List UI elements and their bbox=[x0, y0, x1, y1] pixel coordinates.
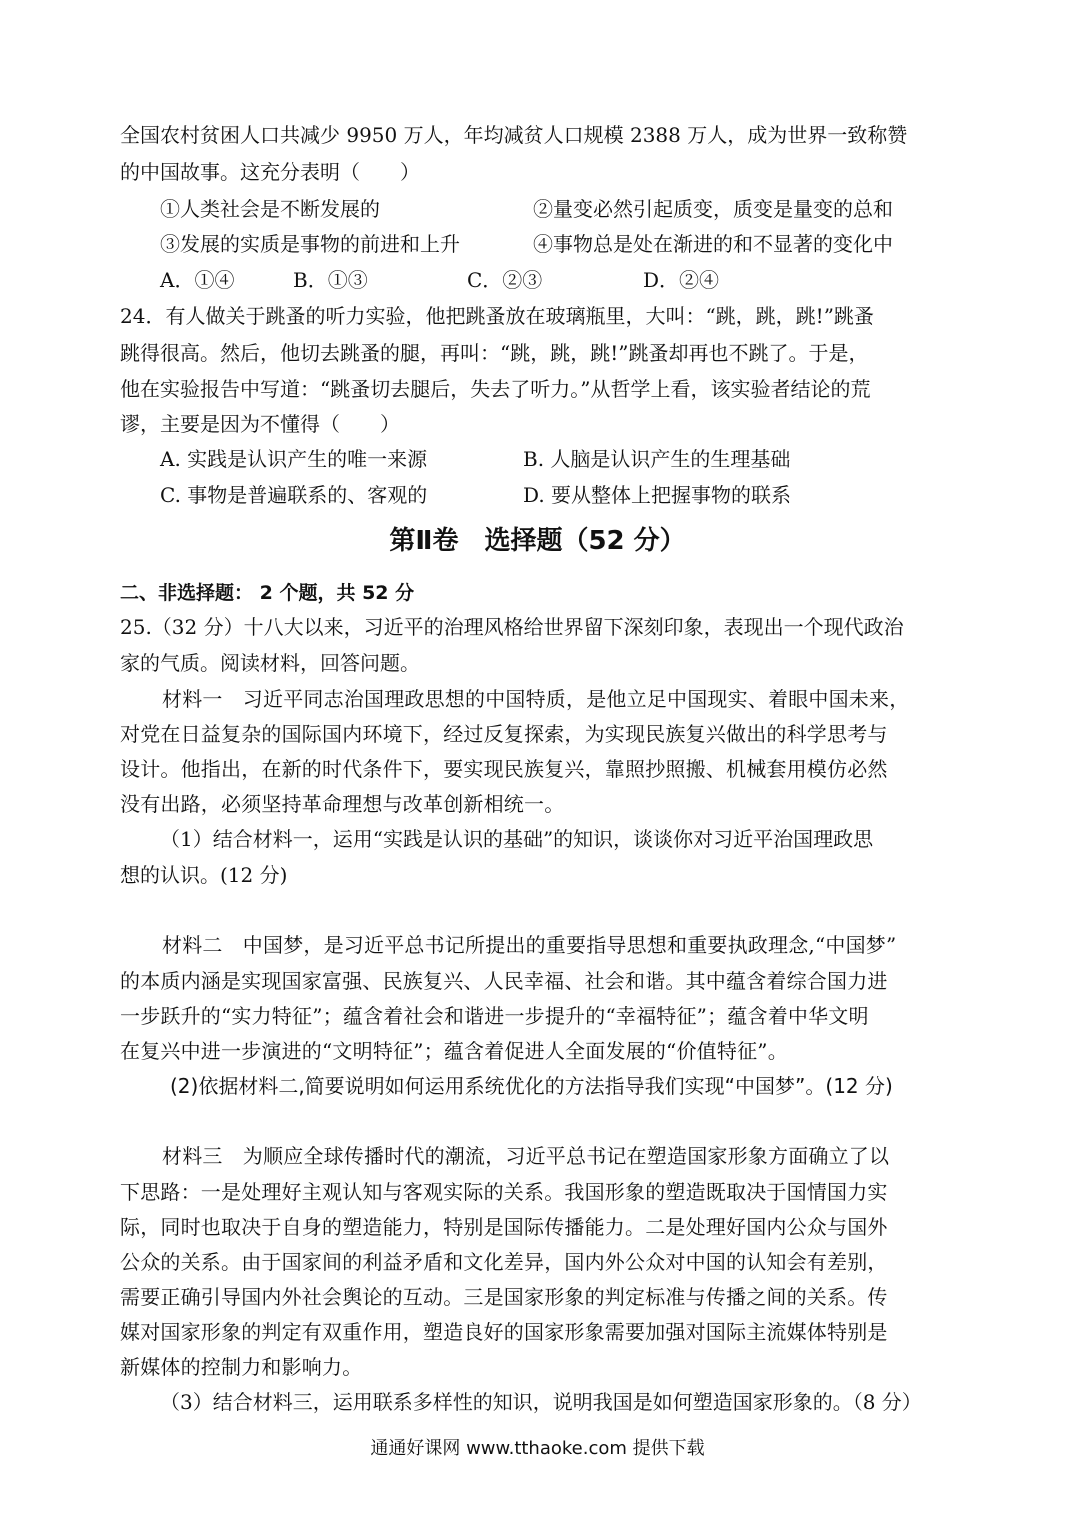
question3: （3）结合材料三，运用联系多样性的知识，说明我国是如何塑造国家形象的。（8 分） bbox=[160, 1390, 922, 1414]
material3-line-4: 公众的关系。由于国家间的利益矛盾和文化差异，国内外公众对中国的认知会有差别， bbox=[120, 1250, 888, 1274]
q23-option-b: B．①③ bbox=[293, 268, 368, 292]
material3-line-5: 需要正确引导国内外社会舆论的互动。三是国家形象的判定标准与传播之间的关系。传 bbox=[120, 1285, 888, 1309]
material1-line-2: 对党在日益复杂的国际国内环境下，经过反复探索，为实现民族复兴做出的科学思考与 bbox=[120, 722, 888, 746]
question1-line-1: （1）结合材料一，运用“实践是认识的基础”的知识，谈谈你对习近平治国理政思 bbox=[160, 827, 874, 851]
q24-option-b: B. 人脑是认识产生的生理基础 bbox=[523, 447, 791, 471]
material1-line-3: 设计。他指出，在新的时代条件下，要实现民族复兴，靠照抄照搬、机械套用模仿必然 bbox=[120, 757, 888, 781]
q24-line-1: 24．有人做关于跳蚤的听力实验，他把跳蚤放在玻璃瓶里，大叫：“跳，跳，跳!”跳蚤 bbox=[120, 304, 874, 328]
q23-option-c: C．②③ bbox=[467, 268, 543, 292]
material3-line-2: 下思路：一是处理好主观认知与客观实际的关系。我国形象的塑造既取决于国情国力实 bbox=[120, 1180, 888, 1204]
q23-statement-2: ②量变必然引起质变，质变是量变的总和 bbox=[533, 197, 893, 221]
section-title: 第Ⅱ卷 选择题（52 分） bbox=[389, 526, 686, 556]
material2-line-2: 的本质内涵是实现国家富强、民族复兴、人民幸福、社会和谐。其中蕴含着综合国力进 bbox=[120, 969, 888, 993]
q24-option-c: C. 事物是普遍联系的、客观的 bbox=[160, 483, 428, 507]
section-subhead: 二、非选择题： 2 个题，共 52 分 bbox=[120, 582, 415, 604]
q23-statement-4: ④事物总是处在渐进的和不显著的变化中 bbox=[533, 232, 893, 256]
q23-statement-1: ①人类社会是不断发展的 bbox=[160, 197, 380, 221]
q23-line-1: 全国农村贫困人口共减少 9950 万人，年均减贫人口规模 2388 万人，成为世界一致称赞 bbox=[120, 123, 908, 147]
q23-option-a: A．①④ bbox=[160, 268, 235, 292]
material2-line-3: 一步跃升的“实力特征”；蕴含着社会和谐进一步提升的“幸福特征”；蕴含着中华文明 bbox=[120, 1004, 869, 1028]
material1-line-1: 材料一 习近平同志治国理政思想的中国特质，是他立足中国现实、着眼中国未来， bbox=[162, 687, 910, 711]
q24-line-4: 谬，主要是因为不懂得（ ） bbox=[120, 412, 400, 436]
footer-source: 通通好课网 www.tthaoke.com 提供下载 bbox=[370, 1438, 705, 1459]
q25-intro-1: 25.（32 分）十八大以来，习近平的治理风格给世界留下深刻印象，表现出一个现代政治 bbox=[120, 615, 904, 639]
material3-line-1: 材料三 为顺应全球传播时代的潮流，习近平总书记在塑造国家形象方面确立了以 bbox=[162, 1144, 890, 1168]
material3-line-6: 媒对国家形象的判定有双重作用，塑造良好的国家形象需要加强对国际主流媒体特别是 bbox=[120, 1320, 888, 1344]
material2-line-4: 在复兴中进一步演进的“文明特征”；蕴含着促进人全面发展的“价值特征”。 bbox=[120, 1039, 788, 1063]
question1-line-2: 想的认识。(12 分) bbox=[120, 863, 288, 887]
q24-line-2: 跳得很高。然后，他切去跳蚤的腿，再叫：“跳，跳，跳!”跳蚤却再也不跳了。于是， bbox=[120, 341, 869, 365]
q23-option-d: D．②④ bbox=[643, 268, 720, 292]
material3-line-7: 新媒体的控制力和影响力。 bbox=[120, 1355, 363, 1379]
q25-intro-2: 家的气质。阅读材料，回答问题。 bbox=[120, 651, 420, 675]
question2: (2)依据材料二,简要说明如何运用系统优化的方法指导我们实现“中国梦”。(12 分) bbox=[170, 1074, 893, 1098]
q24-line-3: 他在实验报告中写道：“跳蚤切去腿后，失去了听力。”从哲学上看，该实验者结论的荒 bbox=[120, 377, 871, 401]
q23-statement-3: ③发展的实质是事物的前进和上升 bbox=[160, 232, 460, 256]
material3-line-3: 际，同时也取决于自身的塑造能力，特别是国际传播能力。二是处理好国内公众与国外 bbox=[120, 1215, 888, 1239]
q24-option-d: D. 要从整体上把握事物的联系 bbox=[523, 483, 792, 507]
q23-line-2: 的中国故事。这充分表明（ ） bbox=[120, 160, 420, 184]
material2-line-1: 材料二 中国梦，是习近平总书记所提出的重要指导思想和重要执政理念,“中国梦” bbox=[162, 933, 897, 957]
material1-line-4: 没有出路，必须坚持革命理想与改革创新相统一。 bbox=[120, 792, 565, 816]
q24-option-a: A. 实践是认识产生的唯一来源 bbox=[160, 447, 428, 471]
